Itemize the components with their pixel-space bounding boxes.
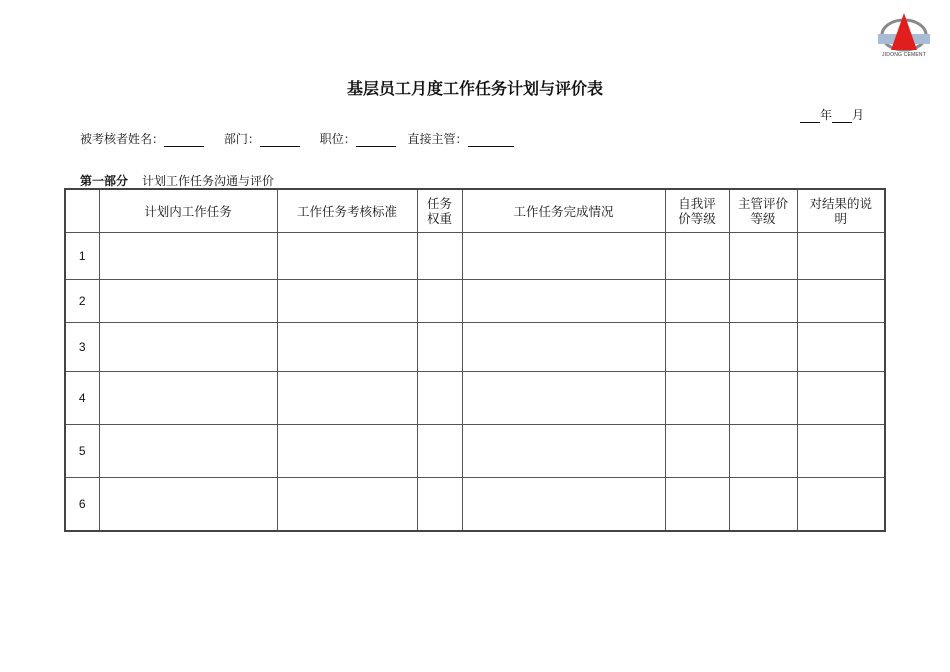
header-task-weight: 任务权重 <box>417 189 462 233</box>
section-part: 第一部分 <box>80 174 129 188</box>
table-row <box>65 372 885 425</box>
page-title: 基层员工月度工作任务计划与评价表 <box>346 79 603 98</box>
header-supervisor-rating: 主管评价等级 <box>729 189 797 233</box>
header-planned-task: 计划内工作任务 <box>99 189 277 233</box>
supervisor-blank <box>468 134 514 147</box>
completion-cell[interactable] <box>462 372 665 425</box>
task-weight-cell[interactable] <box>417 478 462 531</box>
row-number: 6 <box>65 478 99 531</box>
supervisor-rating-cell[interactable] <box>729 372 797 425</box>
row-number: 3 <box>65 323 99 372</box>
section-title: 计划工作任务沟通与评价 <box>142 174 275 188</box>
assessment-standard-cell[interactable] <box>277 425 417 478</box>
table-row <box>65 233 885 280</box>
self-rating-cell[interactable] <box>665 233 729 280</box>
task-weight-cell[interactable] <box>417 425 462 478</box>
planned-task-cell[interactable] <box>99 372 277 425</box>
task-weight-cell[interactable] <box>417 280 462 323</box>
self-rating-cell[interactable] <box>665 280 729 323</box>
supervisor-rating-cell[interactable] <box>729 323 797 372</box>
supervisor-rating-cell[interactable] <box>729 233 797 280</box>
planned-task-cell[interactable] <box>99 425 277 478</box>
task-weight-cell[interactable] <box>417 372 462 425</box>
row-number: 5 <box>65 425 99 478</box>
assessment-standard-cell[interactable] <box>277 323 417 372</box>
table-row <box>65 425 885 478</box>
result-note-cell[interactable] <box>797 478 885 531</box>
table-header-row <box>65 189 885 233</box>
employee-info-line <box>80 130 530 147</box>
dept-label: 部门： <box>223 132 260 146</box>
year-blank <box>800 110 820 123</box>
supervisor-rating-cell[interactable] <box>729 478 797 531</box>
completion-cell[interactable] <box>462 280 665 323</box>
name-label: 被考核者姓名： <box>80 132 165 146</box>
header-completion: 工作任务完成情况 <box>462 189 665 233</box>
name-blank <box>164 134 204 147</box>
completion-cell[interactable] <box>462 233 665 280</box>
logo-text: JIDONG CEMENT <box>882 52 926 58</box>
task-weight-cell[interactable] <box>417 323 462 372</box>
table-row <box>65 280 885 323</box>
assessment-standard-cell[interactable] <box>277 233 417 280</box>
assessment-standard-cell[interactable] <box>277 478 417 531</box>
month-label: 月 <box>852 108 865 122</box>
result-note-cell[interactable] <box>797 233 885 280</box>
assessment-standard-cell[interactable] <box>277 372 417 425</box>
year-label: 年 <box>820 108 833 122</box>
header-self-rating: 自我评价等级 <box>665 189 729 233</box>
assessment-standard-cell[interactable] <box>277 280 417 323</box>
row-number: 2 <box>65 280 99 323</box>
planned-task-cell[interactable] <box>99 233 277 280</box>
supervisor-rating-cell[interactable] <box>729 280 797 323</box>
completion-cell[interactable] <box>462 478 665 531</box>
position-blank <box>356 134 396 147</box>
supervisor-rating-cell[interactable] <box>729 425 797 478</box>
self-rating-cell[interactable] <box>665 323 729 372</box>
table-row <box>65 323 885 372</box>
section-heading <box>80 172 274 189</box>
table-row <box>65 478 885 531</box>
row-number: 1 <box>65 233 99 280</box>
task-weight-cell[interactable] <box>417 233 462 280</box>
position-label: 职位： <box>319 132 356 146</box>
header-index <box>65 189 99 233</box>
planned-task-cell[interactable] <box>99 280 277 323</box>
dept-blank <box>260 134 300 147</box>
planned-task-cell[interactable] <box>99 323 277 372</box>
result-note-cell[interactable] <box>797 323 885 372</box>
header-assessment-standard: 工作任务考核标准 <box>277 189 417 233</box>
result-note-cell[interactable] <box>797 372 885 425</box>
date-line <box>800 106 864 123</box>
self-rating-cell[interactable] <box>665 478 729 531</box>
supervisor-label: 直接主管： <box>407 132 468 146</box>
header-result-note: 对结果的说明 <box>797 189 885 233</box>
completion-cell[interactable] <box>462 425 665 478</box>
result-note-cell[interactable] <box>797 280 885 323</box>
planned-task-cell[interactable] <box>99 478 277 531</box>
month-blank <box>832 110 852 123</box>
evaluation-table <box>64 188 886 532</box>
result-note-cell[interactable] <box>797 425 885 478</box>
completion-cell[interactable] <box>462 323 665 372</box>
self-rating-cell[interactable] <box>665 425 729 478</box>
row-number: 4 <box>65 372 99 425</box>
self-rating-cell[interactable] <box>665 372 729 425</box>
